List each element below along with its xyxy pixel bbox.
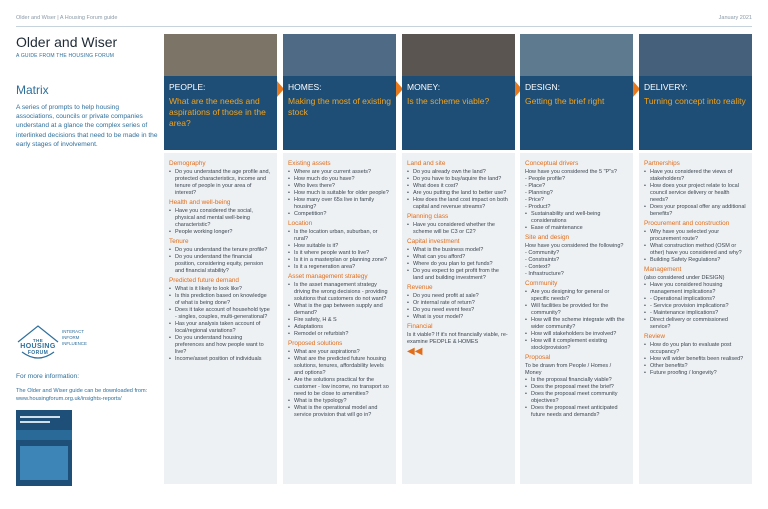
list-item: • Is it in a masterplan or planning zone? xyxy=(288,257,391,264)
column-photo xyxy=(164,34,277,76)
list-item: • Direct delivery or commissioned service? xyxy=(644,317,747,331)
logo-tagline xyxy=(62,329,102,347)
column-header xyxy=(402,76,515,150)
logo-tag-item: INTERACT xyxy=(62,329,84,334)
list-item: • Who lives there? xyxy=(288,183,391,190)
list-item: • Have you considered whether the scheme will be C3 or C2? xyxy=(407,222,510,236)
list-item: • Does your proposal offer any additional benefits? xyxy=(644,204,747,218)
cover-band xyxy=(16,430,72,440)
section-heading: Review xyxy=(644,333,665,340)
section-heading: Health and well-being xyxy=(169,199,231,206)
section-heading: Capital investment xyxy=(407,238,460,245)
section-heading: Demography xyxy=(169,160,206,167)
section-heading: Land and site xyxy=(407,160,446,167)
matrix-title: Matrix xyxy=(16,83,49,97)
list-item: • How many over 65s live in family housing? xyxy=(288,197,391,211)
list-item: • Do you expect to get profit from the land and building investment? xyxy=(407,268,510,282)
section-text: - Context? xyxy=(525,264,551,270)
matrix-column xyxy=(402,34,515,484)
list-item: • Do you understand housing preferences and how people want to live? xyxy=(169,335,272,356)
section-heading: Asset management strategy xyxy=(288,273,368,280)
list-item: • Is it a regeneration area? xyxy=(288,264,391,271)
list-item: • Does the proposal meet the brief? xyxy=(525,384,628,391)
section-text: - Constraints? xyxy=(525,257,560,263)
list-item: • Will facilities be provided for the community? xyxy=(525,303,628,317)
column-body xyxy=(402,153,515,484)
section-heading: Proposal xyxy=(525,354,551,361)
list-item: • How does the land cost impact on both capital and revenue streams? xyxy=(407,197,510,211)
logo-tag-item: INFLUENCE xyxy=(62,341,87,346)
column-question: What are the needs and aspirations of those in the area? xyxy=(169,96,266,128)
list-item: • How does your project relate to local council service delivery or health needs? xyxy=(644,183,747,204)
list-item: • What can you afford? xyxy=(407,254,510,261)
column-question: Getting the brief right xyxy=(525,96,605,106)
matrix-column xyxy=(164,34,277,484)
section-heading: Site and design xyxy=(525,234,570,241)
page-title: Older and Wiser xyxy=(16,34,118,50)
section-heading: Location xyxy=(288,220,313,227)
list-item: • Fire safety, H & S xyxy=(288,317,391,324)
guide-cover-thumbnail xyxy=(16,410,72,486)
column-body xyxy=(283,153,396,484)
list-item: • Building Safety Regulations? xyxy=(644,257,747,264)
section-heading: Procurement and construction xyxy=(644,220,730,227)
logo-line: THE xyxy=(32,338,44,343)
header-left: Older and Wiser | A Housing Forum guide xyxy=(16,15,118,21)
section-text: How have you considered the following? xyxy=(525,243,624,249)
list-item: • Adaptations xyxy=(288,324,391,331)
section-heading: Existing assets xyxy=(288,160,331,167)
list-item: • - Service provision implications? xyxy=(644,303,747,310)
section-text: Is it viable? If it's not financially viable, re-examine PEOPLE & HOMES xyxy=(407,332,508,345)
list-item: • Do you have to buy/aquire the land? xyxy=(407,176,510,183)
list-item: • Do you understand the age profile and, protected characteristics, income and tenure of people in your area of interest? xyxy=(169,169,272,197)
logo-line: FORUM xyxy=(27,350,49,356)
column-question: Is the scheme viable? xyxy=(407,96,490,106)
list-item: • People working longer? xyxy=(169,229,272,236)
list-item: • Where do you plan to get funds? xyxy=(407,261,510,268)
column-question: Making the most of existing stock xyxy=(288,96,391,117)
list-item: • Is the asset management strategy driving the wrong decisions - providing solutions that customers do not want? xyxy=(288,282,391,303)
list-item: • Is the proposal financially viable? xyxy=(525,377,628,384)
section-text: - Infrastructure? xyxy=(525,271,564,277)
list-item: • Does the proposal meet community objectives? xyxy=(525,391,628,405)
list-item: • Why have you selected your procurement route? xyxy=(644,229,747,243)
list-item: • Do you need event fees? xyxy=(407,307,510,314)
column-photo xyxy=(283,34,396,76)
list-item: • What is the operational model and service provision that will go in? xyxy=(288,405,391,419)
list-item: • Do you understand the tenure profile? xyxy=(169,247,272,254)
logo-tag-item: INFORM xyxy=(62,335,80,340)
list-item: • Do you understand the financial position, considering equity, pension and financial stability? xyxy=(169,254,272,275)
list-item: • Do you need profit at sale? xyxy=(407,293,510,300)
list-item: • Does the proposal meet anticipated future needs and demands? xyxy=(525,405,628,419)
list-item: • What does it cost? xyxy=(407,183,510,190)
list-item: • How do you plan to evaluate post occupancy? xyxy=(644,342,747,356)
list-item: • Competition? xyxy=(288,211,391,218)
list-item: • Are you designing for general or specific needs? xyxy=(525,289,628,303)
section-heading: Community xyxy=(525,280,558,287)
column-header xyxy=(164,76,277,150)
header-date: January 2021 xyxy=(718,15,752,21)
section-text: - Place? xyxy=(525,183,546,189)
list-item: • How will the scheme integrate with the wider community? xyxy=(525,317,628,331)
section-text: - People profile? xyxy=(525,176,566,182)
return-arrow-icon: ◀◀ xyxy=(407,346,423,357)
list-item: • How will stakeholders be involved? xyxy=(525,331,628,338)
list-item: • - Maintenance implications? xyxy=(644,310,747,317)
section-heading: Proposed solutions xyxy=(288,340,343,347)
column-header xyxy=(520,76,633,150)
cover-graphic xyxy=(20,446,68,480)
cover-text-line xyxy=(20,421,50,423)
cover-text-line xyxy=(20,416,60,418)
column-body xyxy=(164,153,277,484)
section-text: - Community? xyxy=(525,250,560,256)
list-item: • Has your analysis taken account of local/regional variations? xyxy=(169,321,272,335)
matrix-column xyxy=(283,34,396,484)
column-question: Turning concept into reality xyxy=(644,96,746,106)
list-item: • How will it complement existing stock/provision? xyxy=(525,338,628,352)
section-text: To be drawn from People / Homes / Money xyxy=(525,363,612,376)
column-photo xyxy=(520,34,633,76)
list-item: • What is it likely to look like? xyxy=(169,286,272,293)
column-photo xyxy=(402,34,515,76)
column-name: DELIVERY: xyxy=(644,82,688,92)
list-item: • Other benefits? xyxy=(644,363,747,370)
more-info-heading: For more information: xyxy=(16,373,80,380)
list-item: • How much is suitable for older people? xyxy=(288,190,391,197)
list-item: • Have you considered housing management implications? xyxy=(644,282,747,296)
column-body xyxy=(639,153,752,484)
list-item: • What are the predicted future housing solutions, tenures, affordability levels and options? xyxy=(288,356,391,377)
list-item: • Where are your current assets? xyxy=(288,169,391,176)
list-item: • What is the gap between supply and demand? xyxy=(288,303,391,317)
list-item: • What is the business model? xyxy=(407,247,510,254)
list-item: • Income/asset position of individuals xyxy=(169,356,272,363)
column-photo xyxy=(639,34,752,76)
section-heading: Partnerships xyxy=(644,160,680,167)
section-text: - Product? xyxy=(525,204,551,210)
list-item: • Is it where people want to live? xyxy=(288,250,391,257)
list-item: • How will wider benefits been realised? xyxy=(644,356,747,363)
list-item: • Or internal rate of return? xyxy=(407,300,510,307)
section-text: - Planning? xyxy=(525,190,553,196)
list-item: • How suitable is it? xyxy=(288,243,391,250)
column-name: DESIGN: xyxy=(525,82,560,92)
list-item: • Does it take account of household type - singles, couples, multi-generational? xyxy=(169,307,272,321)
list-item: • What are your aspirations? xyxy=(288,349,391,356)
list-item: • Are the solutions practical for the customer - low income, no transport so need to be close to amenities? xyxy=(288,377,391,398)
list-item: • Have you considered the social, physical and mental well-being characteristic? xyxy=(169,208,272,229)
list-item: • What construction method (OSM or other) have you considered and why? xyxy=(644,243,747,257)
section-heading: Tenure xyxy=(169,238,189,245)
list-item: • What is the typology? xyxy=(288,398,391,405)
section-note: (also considered under DESIGN) xyxy=(644,275,725,281)
divider xyxy=(16,26,752,27)
matrix-column xyxy=(639,34,752,484)
section-heading: Financial xyxy=(407,323,433,330)
section-heading: Planning class xyxy=(407,213,449,220)
list-item: • Have you considered the views of stakeholders? xyxy=(644,169,747,183)
list-item: • Is this prediction based on knowledge of what is being done? xyxy=(169,293,272,307)
column-header xyxy=(639,76,752,150)
column-name: MONEY: xyxy=(407,82,441,92)
list-item: • How much do you have? xyxy=(288,176,391,183)
left-panel xyxy=(16,34,158,149)
list-item: • - Operational implications? xyxy=(644,296,747,303)
more-info-text[interactable]: The Older and Wiser guide can be downloaded from: www.housingforum.org.uk/insights-reports/ xyxy=(16,388,148,402)
list-item: • Remodel or refurbish? xyxy=(288,331,391,338)
logo-text xyxy=(18,338,58,356)
section-text: How have you considered the 5 "P"s? xyxy=(525,169,617,175)
section-heading: Predicted future demand xyxy=(169,277,239,284)
page-subtitle: A GUIDE FROM THE HOUSING FORUM xyxy=(16,53,115,59)
matrix-column xyxy=(520,34,633,484)
column-name: HOMES: xyxy=(288,82,322,92)
section-heading: Management xyxy=(644,266,682,273)
list-item: • Ease of maintenance xyxy=(525,225,628,232)
list-item: • Sustainability and well-being considerations xyxy=(525,211,628,225)
list-item: • Are you putting the land to better use? xyxy=(407,190,510,197)
section-heading: Revenue xyxy=(407,284,433,291)
list-item: • Future proofing / longevity? xyxy=(644,370,747,377)
list-item: • Is the location urban, suburban, or rural? xyxy=(288,229,391,243)
section-text: - Price? xyxy=(525,197,544,203)
column-name: PEOPLE: xyxy=(169,82,206,92)
list-item: • What is your model? xyxy=(407,314,510,321)
column-header xyxy=(283,76,396,150)
section-heading: Conceptual drivers xyxy=(525,160,579,167)
intro-text: A series of prompts to help housing associations, councils or private companies understand at a glance the complex series of interlinked decisions that need to be made in the early stages of involvement. xyxy=(16,104,158,148)
list-item: • Do you already own the land? xyxy=(407,169,510,176)
logo-line: HOUSING xyxy=(20,343,56,350)
column-body xyxy=(520,153,633,484)
